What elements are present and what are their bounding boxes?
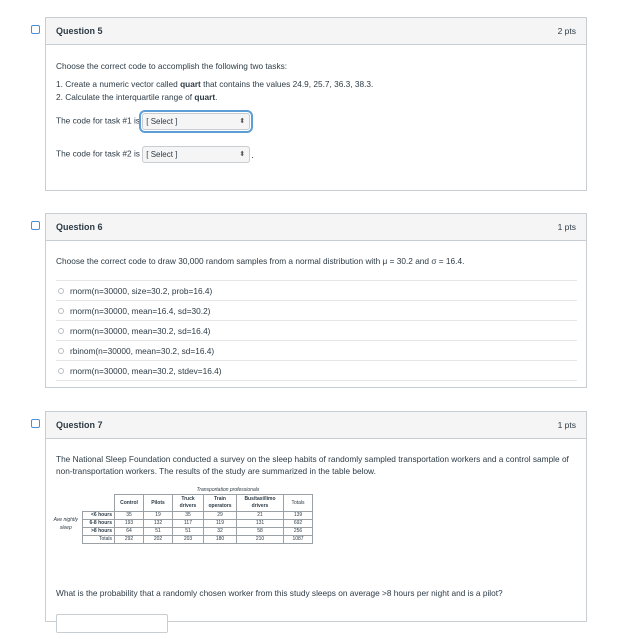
table-cell: 210 — [237, 536, 284, 544]
table-cell: 19 — [144, 512, 173, 520]
answer-option[interactable]: rnorm(n=30000, mean=16.4, sd=30.2) — [56, 300, 577, 320]
table-cell: 117 — [173, 520, 204, 528]
table-cell: 203 — [173, 536, 204, 544]
answer-option[interactable]: rnorm(n=30000, mean=30.2, stdev=16.4) — [56, 360, 577, 381]
q5-code2-label: The code for task #2 is — [56, 148, 140, 159]
flag-question-7[interactable] — [31, 419, 40, 428]
col-header: Pilots — [144, 495, 173, 512]
question-6-points: 1 pts — [557, 222, 576, 232]
table-cell: 131 — [237, 520, 284, 528]
col-header: Train operators — [204, 495, 237, 512]
answer-option[interactable]: rnorm(n=30000, mean=30.2, sd=16.4) — [56, 320, 577, 340]
table-cell: 51 — [144, 528, 173, 536]
flag-question-6[interactable] — [31, 221, 40, 230]
answer-option[interactable]: rbinom(n=30000, mean=30.2, sd=16.4) — [56, 340, 577, 360]
table-cell: 132 — [144, 520, 173, 528]
radio-icon[interactable] — [58, 308, 64, 314]
answer-input[interactable] — [56, 614, 168, 633]
col-header: Truck drivers — [173, 495, 204, 512]
table-cell: 119 — [204, 520, 237, 528]
table-cell: 35 — [173, 512, 204, 520]
row-label: Totals — [82, 536, 115, 544]
question-5-points: 2 pts — [557, 26, 576, 36]
q5-task-1: 1. Create a numeric vector called quart that contains the values 24.9, 25.7, 36.3, 38.3. — [56, 79, 374, 89]
col-header: Bus/taxi/limo drivers — [237, 495, 284, 512]
col-header: Totals — [284, 495, 313, 512]
table-cell: 256 — [284, 528, 313, 536]
table-cell: 29 — [204, 512, 237, 520]
table-cell: 139 — [284, 512, 313, 520]
table-cell: 1087 — [284, 536, 313, 544]
table-cell: 692 — [284, 520, 313, 528]
question-7-card — [45, 411, 587, 622]
q5-task-2: 2. Calculate the interquartile range of quart. — [56, 92, 218, 102]
table-cell: 193 — [115, 520, 144, 528]
radio-icon[interactable] — [58, 288, 64, 294]
table-cell: 292 — [115, 536, 144, 544]
question-6-title: Question 6 — [56, 222, 103, 232]
radio-icon[interactable] — [58, 328, 64, 334]
table-cell: 64 — [115, 528, 144, 536]
question-7-points: 1 pts — [557, 420, 576, 430]
table-cell: 35 — [115, 512, 144, 520]
radio-icon[interactable] — [58, 348, 64, 354]
question-6-header — [46, 214, 586, 241]
sleep-table-wrap — [50, 487, 313, 544]
question-6-card — [45, 213, 587, 388]
question-5-title: Question 5 — [56, 26, 103, 36]
flag-question-5[interactable] — [31, 25, 40, 34]
sleep-table — [50, 487, 313, 544]
table-cell: 21 — [237, 512, 284, 520]
question-5-card — [45, 17, 587, 191]
row-label: <6 hours — [82, 512, 115, 520]
q6-prompt: Choose the correct code to draw 30,000 random samples from a normal distribution with μ = 30.2 and σ = 16.4. — [56, 256, 465, 266]
question-7-header — [46, 412, 586, 439]
table-cell: 58 — [237, 528, 284, 536]
row-label: 6-8 hours — [82, 520, 115, 528]
question-5-header — [46, 18, 586, 45]
table-cell: 202 — [144, 536, 173, 544]
col-header: Control — [115, 495, 144, 512]
task1-select[interactable]: [ Select ] ⬍ — [142, 113, 250, 130]
q5-code1-label: The code for task #1 is — [56, 115, 140, 126]
q7-question: What is the probability that a randomly chosen worker from this study sleeps on average >8 hours per night and is a pilot? — [56, 588, 503, 598]
task2-select[interactable]: [ Select ] ⬍ — [142, 146, 250, 163]
radio-icon[interactable] — [58, 368, 64, 374]
row-label: >8 hours — [82, 528, 115, 536]
q5-code1-row: The code for task #1 is [ Select ] ⬍ . — [56, 113, 254, 130]
table-cell: 32 — [204, 528, 237, 536]
q7-prompt: The National Sleep Foundation conducted a survey on the sleep habits of randomly sampled transportation workers and a control sample of non-transportation workers. The results of the study are summarized in the table below. — [56, 454, 569, 476]
group-header: Transportation professionals — [173, 487, 284, 495]
q5-intro: Choose the correct code to accomplish the following two tasks: — [56, 61, 288, 71]
answer-option[interactable]: rnorm(n=30000, size=30.2, prob=16.4) — [56, 280, 577, 300]
select-arrows-icon: ⬍ — [239, 118, 246, 125]
q5-code2-row: The code for task #2 is [ Select ] ⬍ . — [56, 146, 254, 163]
row-group-label: Ave nightly sleep — [53, 516, 78, 531]
question-7-title: Question 7 — [56, 420, 103, 430]
table-cell: 180 — [204, 536, 237, 544]
select-arrows-icon: ⬍ — [239, 151, 246, 158]
table-cell: 51 — [173, 528, 204, 536]
q6-options — [56, 280, 577, 381]
